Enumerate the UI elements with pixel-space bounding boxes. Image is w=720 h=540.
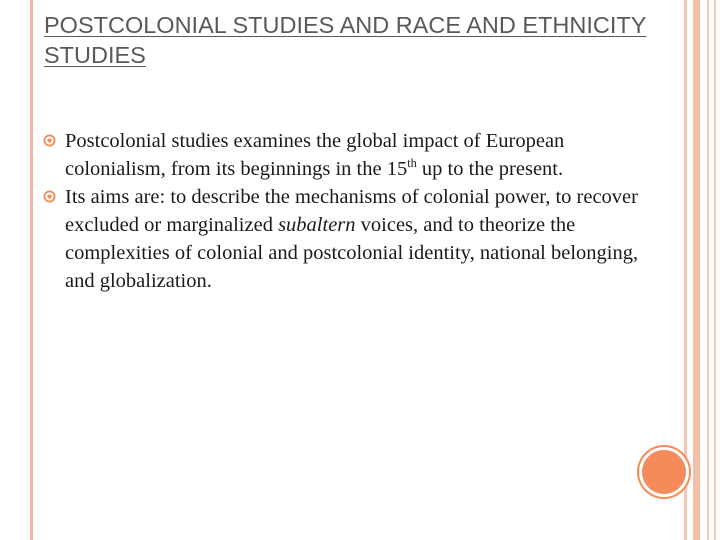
right-stripe-1 [684, 0, 687, 540]
right-stripe-3 [707, 0, 709, 540]
bullet-text-cont: voices, and to theorize the complexities of colonial and postcolonial identity, national belonging, and globalization. [65, 214, 639, 292]
slide-title: POSTCOLONIAL STUDIES AND RACE AND ETHNICITY STUDIES [44, 12, 647, 68]
circle-bullet-icon [43, 190, 56, 203]
bullet-list [43, 127, 653, 295]
list-item [43, 127, 653, 183]
emphasis-text: subaltern [278, 214, 356, 236]
bullet-text: Its aims are: to describe the mechanisms of colonial power, to recover excluded or marginalized [65, 186, 638, 236]
left-accent-line [30, 0, 33, 540]
decorative-circle [642, 450, 686, 494]
bullet-text: Postcolonial studies examines the global impact of European colonialism, from its beginnings in the 15 [65, 130, 565, 180]
right-stripe-4 [714, 0, 716, 540]
circle-bullet-icon [43, 134, 56, 147]
list-item [43, 183, 653, 295]
bullet-text-cont: up to the present. [416, 158, 564, 180]
superscript-text: th [407, 156, 417, 171]
right-stripe-2 [693, 0, 700, 540]
